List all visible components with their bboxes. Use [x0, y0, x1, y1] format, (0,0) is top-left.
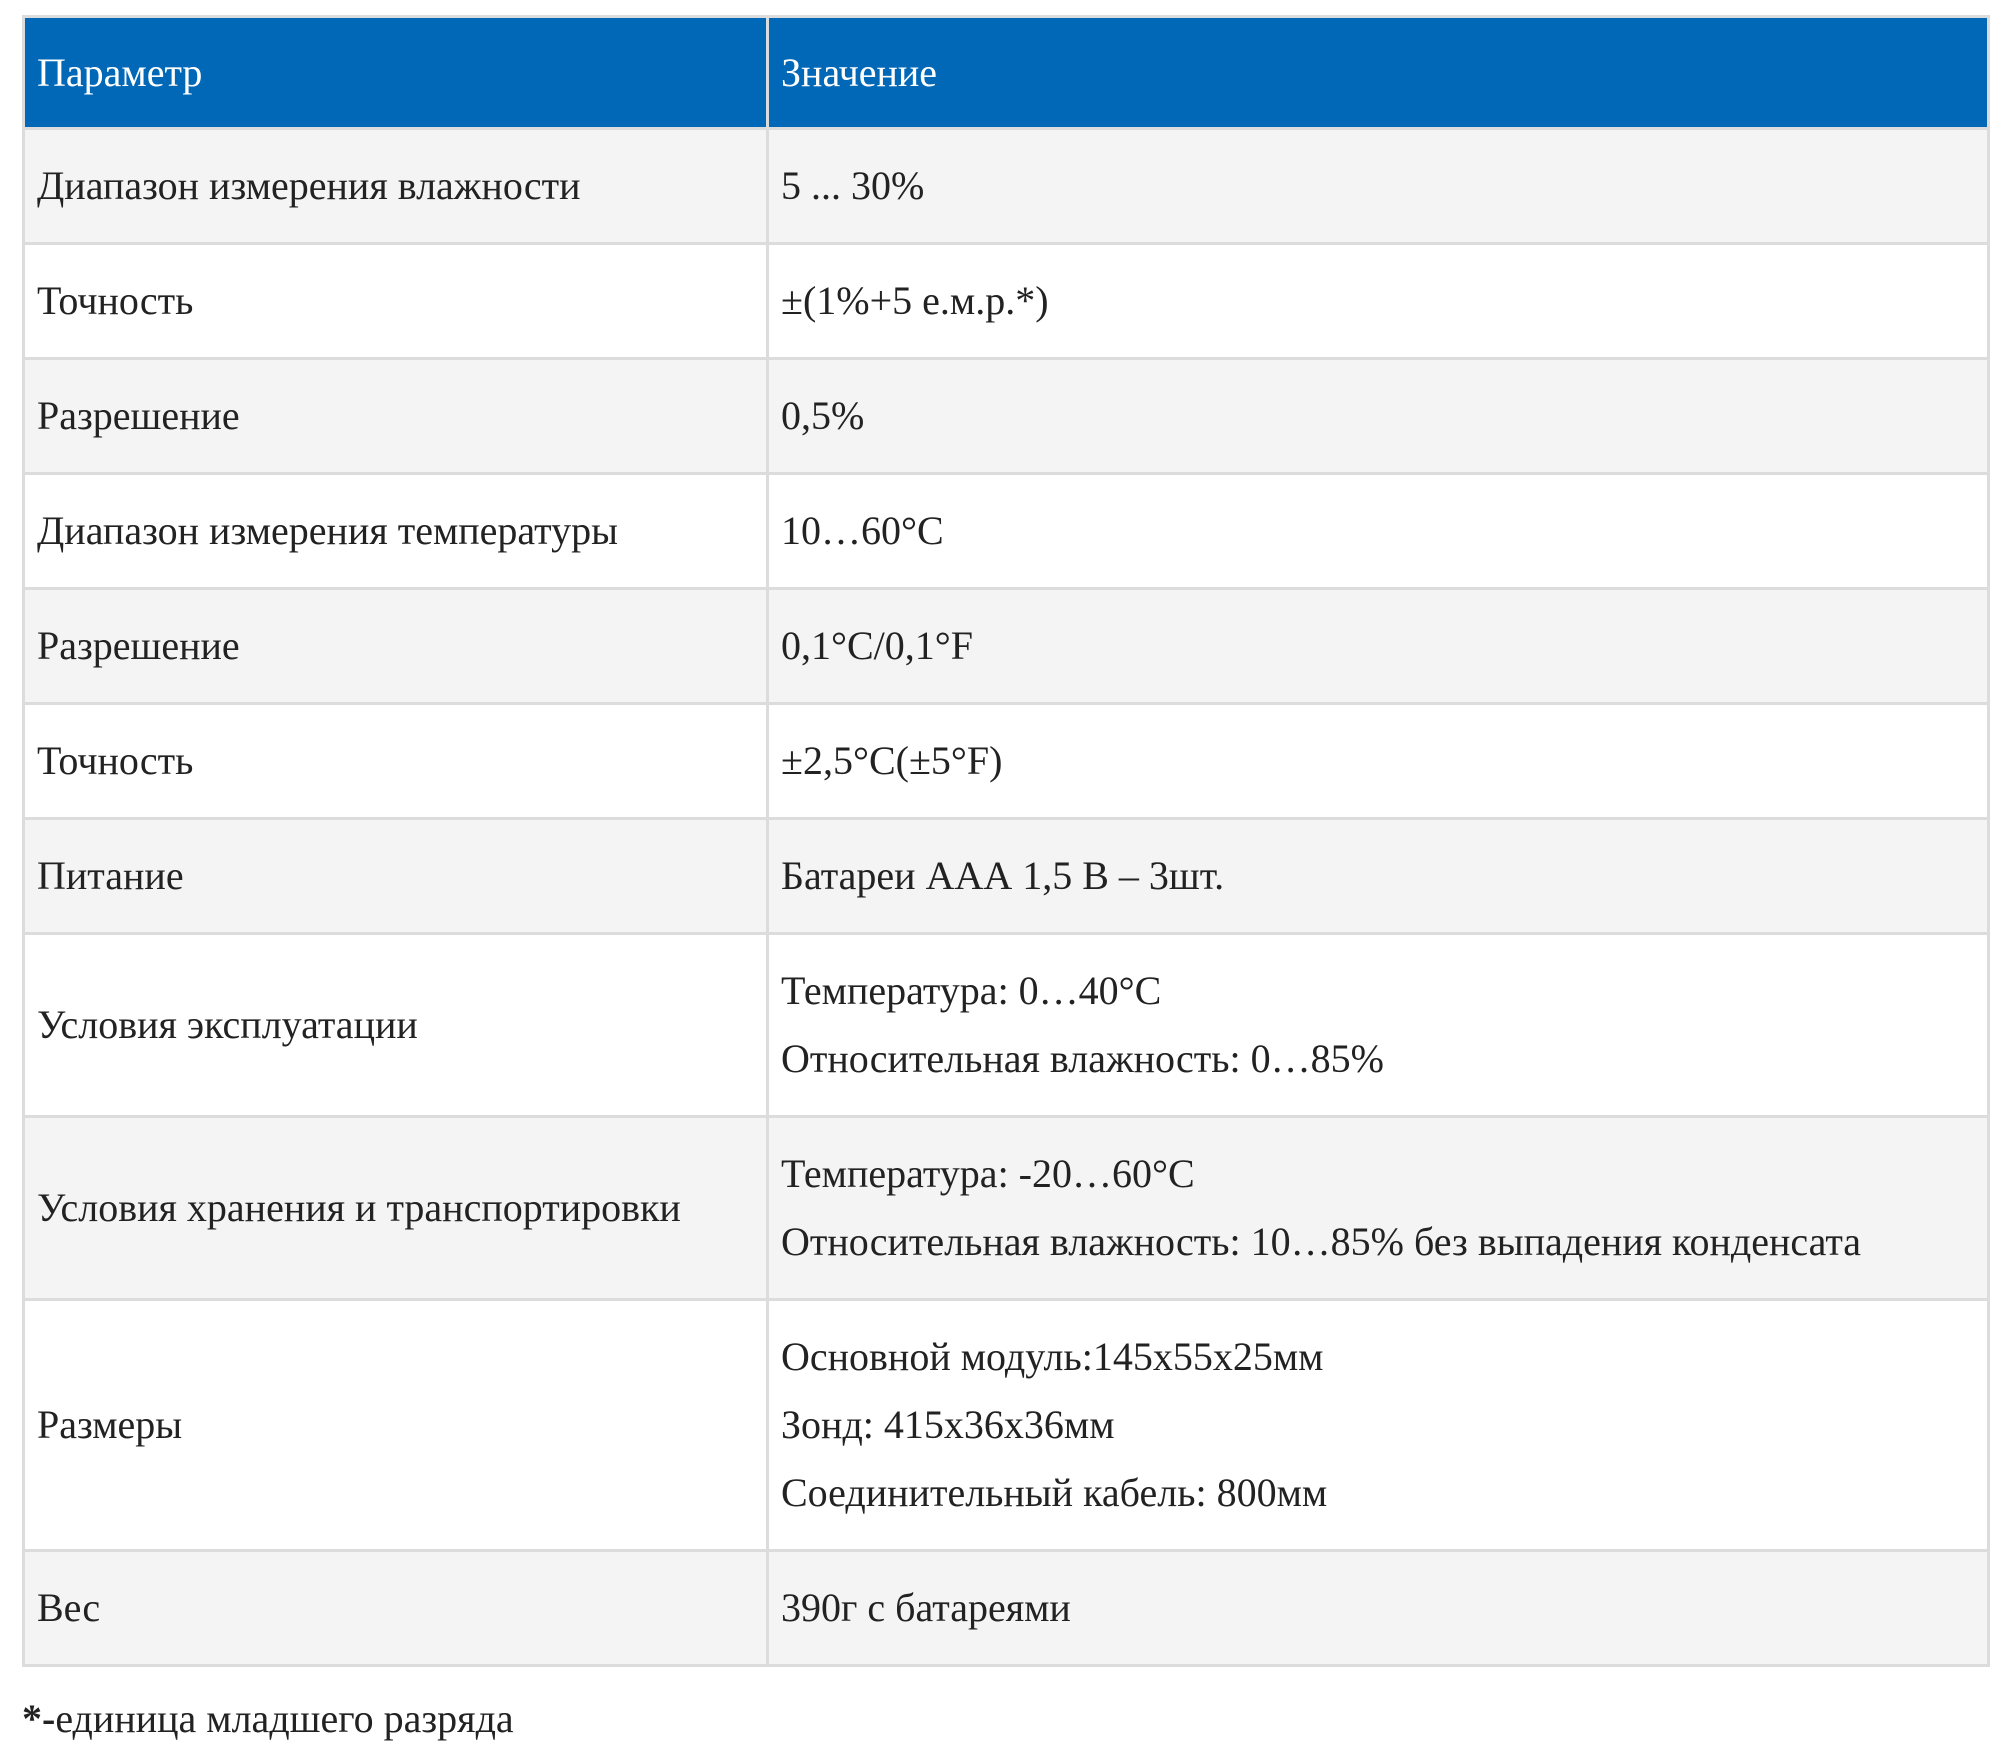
param-cell: Точность — [24, 704, 768, 819]
param-cell: Условия хранения и транспортировки — [24, 1117, 768, 1300]
value-line: Температура: -20…60°C — [781, 1151, 1195, 1196]
value-line: 0,5% — [781, 393, 865, 438]
table-row — [24, 129, 1989, 244]
table-row — [24, 819, 1989, 934]
value-cell — [768, 1117, 1989, 1300]
value-cell — [768, 359, 1989, 474]
table-row — [24, 1551, 1989, 1666]
value-line: ±2,5°C(±5°F) — [781, 738, 1003, 783]
value-cell — [768, 934, 1989, 1117]
table-row — [24, 244, 1989, 359]
value-cell — [768, 589, 1989, 704]
table-header-row — [24, 17, 1989, 129]
value-line: Температура: 0…40°C — [781, 968, 1162, 1013]
table-row — [24, 1117, 1989, 1300]
param-cell: Диапазон измерения температуры — [24, 474, 768, 589]
spec-table — [22, 15, 1990, 1667]
value-cell — [768, 704, 1989, 819]
value-line: Относительная влажность: 10…85% без выпадения конденсата — [781, 1219, 1862, 1264]
param-cell: Размеры — [24, 1300, 768, 1551]
value-line: Батареи ААА 1,5 В – 3шт. — [781, 853, 1225, 898]
value-line: Основной модуль:145х55х25мм — [781, 1334, 1324, 1379]
value-line: 0,1°C/0,1°F — [781, 623, 974, 668]
value-cell — [768, 474, 1989, 589]
value-line: 390г с батареями — [781, 1585, 1071, 1630]
value-cell — [768, 819, 1989, 934]
table-row — [24, 1300, 1989, 1551]
value-line: Соединительный кабель: 800мм — [781, 1470, 1328, 1515]
value-line: 5 ... 30% — [781, 163, 925, 208]
param-cell: Вес — [24, 1551, 768, 1666]
value-cell — [768, 244, 1989, 359]
table-row — [24, 934, 1989, 1117]
table-row — [24, 474, 1989, 589]
value-cell — [768, 1300, 1989, 1551]
header-value: Значение — [768, 17, 1989, 129]
footnote-marker: *- — [22, 1696, 56, 1741]
param-cell: Условия эксплуатации — [24, 934, 768, 1117]
table-row — [24, 359, 1989, 474]
value-cell — [768, 1551, 1989, 1666]
value-line: ±(1%+5 е.м.р.*) — [781, 278, 1049, 323]
value-line: 10…60°C — [781, 508, 944, 553]
value-line: Зонд: 415х36х36мм — [781, 1402, 1115, 1447]
footnote — [22, 1695, 514, 1743]
value-cell — [768, 129, 1989, 244]
param-cell: Точность — [24, 244, 768, 359]
param-cell: Разрешение — [24, 359, 768, 474]
table-row — [24, 704, 1989, 819]
param-cell: Диапазон измерения влажности — [24, 129, 768, 244]
param-cell: Разрешение — [24, 589, 768, 704]
value-line: Относительная влажность: 0…85% — [781, 1036, 1384, 1081]
header-param: Параметр — [24, 17, 768, 129]
table-row — [24, 589, 1989, 704]
param-cell: Питание — [24, 819, 768, 934]
footnote-text: единица младшего разряда — [55, 1696, 514, 1741]
